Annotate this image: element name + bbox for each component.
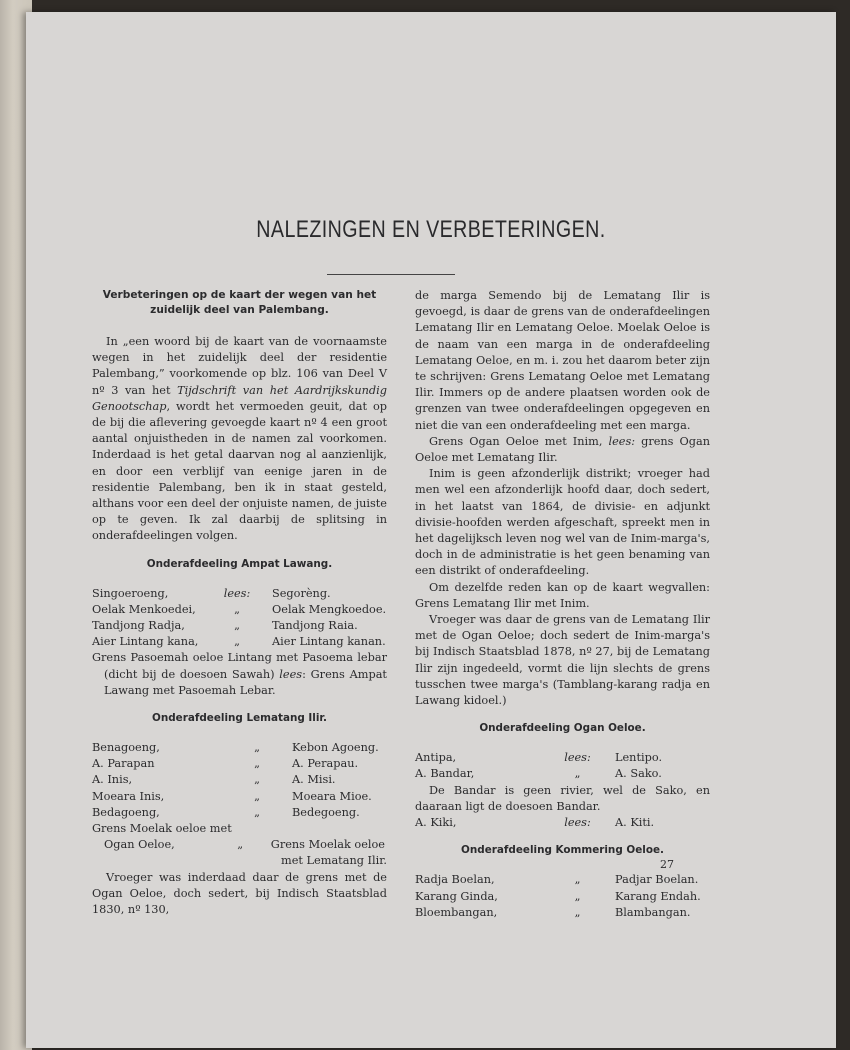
list-item — [415, 815, 710, 831]
correct-name: A. Kiti. — [615, 816, 655, 830]
correct-name-cont: met Lematang Ilir. — [281, 854, 387, 868]
correct-name: Grens Moelak oeloe — [270, 838, 385, 852]
subheading-ampat-lawang: Onderafdeeling Ampat Lawang. — [146, 557, 333, 570]
correct-name: Padjar Boelan. — [615, 873, 699, 887]
list-item — [92, 821, 387, 837]
wrong-name: Antipa, — [415, 751, 457, 765]
list-item — [415, 750, 710, 766]
lees-marker: lees: — [223, 586, 251, 600]
lematang-list — [92, 740, 387, 870]
paragraph: de marga Semendo bij de Lematang Ilir is gevoegd, is daar de grens van de onderafdeelingen Lematang Ilir en Lematang Oeloe. Moelak Oeloe is de naam van een marga in de onderafdeeling Lematang Oeloe, en m. i. zou het daarom beter zijn te schrijven: Grens Lematang Oeloe met Lematang Ilir. Immers op de andere plaatsen worden ook de grenzen van twee onderafdeelingen opgegeven en niet die van een onderafdeeling met een marga. — [415, 289, 710, 432]
wrong-name: Aier Lintang kana, — [92, 635, 199, 649]
intro-text-1: In „een woord bij de kaart van de voornaamste wegen in het zuidelijk deel der residentie Palembang,” voorkomende op blz. 106 van Deel V nº 3 van het — [92, 335, 387, 397]
bandar-note: De Bandar is geen rivier, wel de Sako, en daaraan ligt de doesoen Bandar. — [415, 783, 710, 813]
wrong-name: Tandjong Radja, — [92, 619, 185, 633]
subheading-ogan-oeloe: Onderafdeeling Ogan Oeloe. — [479, 722, 646, 735]
list-item — [92, 756, 387, 772]
correct-name: A. Misi. — [292, 773, 336, 787]
intro-paragraph — [92, 334, 387, 545]
ditto-marker: „ — [254, 773, 260, 787]
ditto-marker: „ — [254, 805, 260, 819]
ditto-marker: „ — [234, 635, 240, 649]
intro-text-2: , wordt het vermoeden geuit, dat op de bij die aflevering gevoegde kaart nº 4 een groot aantal onjuistheden in de namen zal voorkomen. Inderdaad is het getal daarvan nog al aanzienlijk, en door een verblijf van eenige jaren in de residentie Palembang, ben ik in staat gesteld, althans voor een deel der onjuiste namen, de juiste op te geven. Ik zal daarbij de splitsing in onderafdeelingen volgen. — [92, 399, 387, 543]
ditto-marker: „ — [234, 602, 240, 616]
list-item — [92, 740, 387, 756]
page-title: NALEZINGEN EN VERBETERINGEN. — [256, 216, 606, 243]
wrong-name: Karang Ginda, — [415, 889, 498, 903]
page-number: 27 — [660, 858, 674, 871]
correct-name: Oelak Mengkoedoe. — [272, 602, 387, 616]
list-item — [415, 766, 710, 782]
lees-marker: lees: — [564, 816, 591, 830]
wrong-name: Radja Boelan, — [415, 873, 495, 887]
book-page — [26, 12, 836, 1048]
wrong-name: Oelak Menkoedei, — [92, 602, 196, 616]
title-rule — [327, 274, 455, 275]
wrong-name: A. Kiki, — [415, 816, 457, 830]
grens-moelak-text: Grens Moelak oeloe met — [92, 822, 232, 836]
wrong-name: A. Bandar, — [415, 767, 475, 781]
wrong-name: Benagoeng, — [92, 741, 160, 755]
section-heading: Verbeteringen op de kaart der wegen van het zuidelijk deel van Palembang. — [102, 289, 377, 316]
list-item — [415, 905, 710, 921]
grens-text-1: Grens Pasoemah oeloe Lintang met Pasoema lebar (dicht bij de doesoen Sawah) — [92, 651, 387, 681]
lees-marker: lees: — [564, 751, 591, 765]
ditto-marker: „ — [574, 905, 581, 919]
lees-marker: lees: — [608, 434, 636, 448]
subheading-kommering-oeloe: Onderafdeeling Kommering Oeloe. — [461, 844, 664, 857]
list-item — [92, 837, 387, 853]
ditto-marker: „ — [237, 838, 244, 852]
ditto-marker: „ — [254, 741, 260, 755]
correct-name: Karang Endah. — [615, 889, 701, 903]
correct-name: Tandjong Raia. — [272, 619, 358, 633]
paragraph: Vroeger was daar de grens van de Lematang Ilir met de Ogan Oeloe; doch sedert de Inim-marga's bij Indisch Staatsblad 1878, nº 27, bij de Lematang Ilir zijn ingedeeld, vormt die lijn slechts de grens tusschen twee marga's (Tamblang-karang radja en Lawang kidoel.) — [415, 613, 710, 708]
wrong-name: Singoeroeng, — [92, 586, 169, 600]
correct-name: Moeara Mioe. — [292, 789, 372, 803]
list-item — [415, 872, 710, 888]
journal-title: Tijdschrift van het Aardrijkskundig Genootschap — [92, 383, 387, 413]
correct-name: Lentipo. — [615, 751, 663, 765]
list-item — [92, 586, 387, 602]
ditto-marker: „ — [574, 767, 581, 781]
correct-name: Bedegoeng. — [292, 805, 360, 819]
correct-name: Blambangan. — [615, 905, 691, 919]
list-item — [92, 805, 387, 821]
correct-name: Kebon Agoeng. — [292, 741, 379, 755]
paragraph — [415, 434, 710, 466]
right-column — [415, 288, 710, 921]
ditto-marker: „ — [234, 619, 240, 633]
list-item — [92, 634, 387, 650]
vroeger-paragraph: Vroeger was inderdaad daar de grens met de Ogan Oeloe, doch sedert, bij Indisch Staatsblad 1830, nº 130, — [92, 870, 387, 917]
ditto-marker: „ — [254, 757, 260, 771]
paragraph-text: Grens Ogan Oeloe met Inim, — [429, 434, 609, 448]
correct-name: A. Sako. — [615, 767, 662, 781]
wrong-name: Moeara Inis, — [92, 789, 165, 803]
list-item — [92, 602, 387, 618]
list-item — [415, 889, 710, 905]
ampat-list — [92, 586, 387, 651]
paragraph: Inim is geen afzonderlijk distrikt; vroeger had men wel een afzonderlijk hoofd daar, doch sedert, in het laatst van 1864, de divisie- en adjunkt divisie-hoofden werden afgeschaft, spreekt men in het dagelijksch leven nog wel van de Inim-marga's, doch in de administratie is het geen benaming van een distrikt of onderafdeeling. — [415, 467, 710, 578]
wrong-name: A. Parapan — [92, 757, 155, 771]
list-item — [92, 772, 387, 788]
grens-text-2: : Grens Ampat Lawang met Pasoemah Lebar. — [104, 667, 387, 697]
list-item — [92, 789, 387, 805]
list-item — [92, 618, 387, 634]
wrong-name: Ogan Oeloe, — [104, 838, 175, 852]
paragraph: Om dezelfde reden kan op de kaart wegvallen: Grens Lematang Ilir met Inim. — [415, 580, 710, 610]
left-column — [92, 288, 387, 918]
correct-name: Aier Lintang kanan. — [272, 635, 386, 649]
lees-marker: lees — [279, 667, 303, 681]
correct-name: A. Perapau. — [292, 757, 359, 771]
ditto-marker: „ — [574, 889, 581, 903]
paragraph-text: grens Ogan Oeloe met Lematang Ilir. — [415, 434, 711, 465]
wrong-name: Bloembangan, — [415, 905, 498, 919]
correct-name: Segorèng. — [272, 586, 331, 600]
wrong-name: Bedagoeng, — [92, 805, 160, 819]
subheading-lematang-ilir: Onderafdeeling Lematang Ilir. — [152, 712, 327, 725]
ditto-marker: „ — [574, 873, 581, 887]
ditto-marker: „ — [254, 789, 260, 803]
wrong-name: A. Inis, — [92, 773, 133, 787]
grens-entry — [92, 650, 387, 699]
